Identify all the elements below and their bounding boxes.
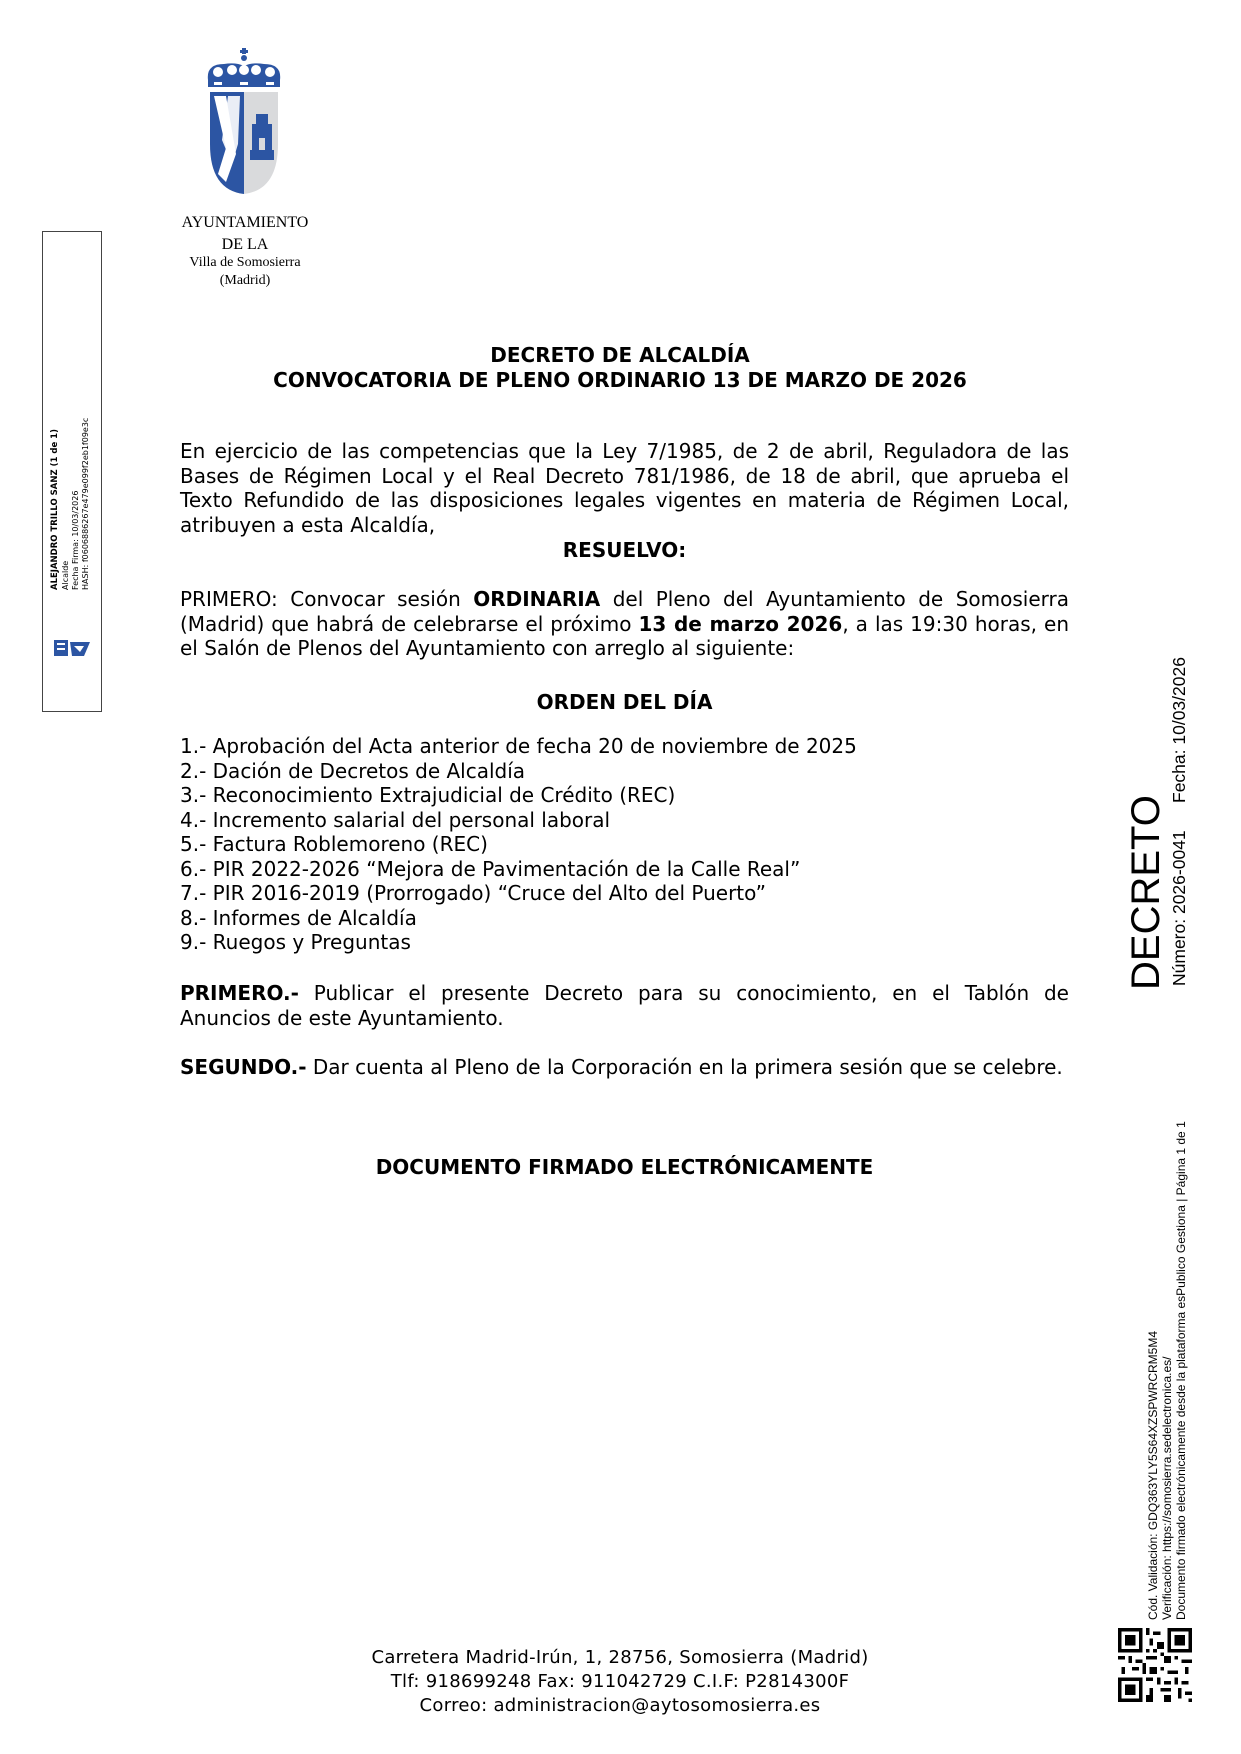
signer-role: Alcalde bbox=[61, 560, 70, 590]
decree-subtitle: CONVOCATORIA DE PLENO ORDINARIO 13 DE MARZO DE 2026 bbox=[273, 368, 967, 392]
orden-del-dia-heading: ORDEN DEL DÍA bbox=[536, 690, 713, 714]
decreto-date: Fecha: 10/03/2026 bbox=[1169, 657, 1189, 803]
agenda-list bbox=[180, 734, 857, 955]
agenda-item: 8.- Informes de Alcaldía bbox=[180, 905, 417, 930]
signature-hash: HASH: f0606886267e479e099f2eb1f09e3c bbox=[81, 417, 90, 590]
agenda-item: 3.- Reconocimiento Extrajudicial de Crédito (REC) bbox=[180, 783, 676, 807]
agenda-item: 5.- Factura Roblemoreno (REC) bbox=[180, 832, 488, 856]
segundo-paragraph: SEGUNDO.- Dar cuenta al Pleno de la Corporación en la primera sesión que se celebre. bbox=[180, 1055, 1063, 1079]
header-de-la: DE LA bbox=[221, 236, 269, 253]
signer-name: ALEJANDRO TRILLO SANZ (1 de 1) bbox=[50, 429, 60, 590]
primero-publicar-paragraph: PRIMERO.- Publicar el presente Decreto para su conocimiento, en el Tablón de Anuncios de este Ayuntamiento. bbox=[180, 981, 1069, 1030]
agenda-item: 6.- PIR 2022-2026 “Mejora de Pavimentación de la Calle Real” bbox=[180, 856, 801, 881]
agenda-item: 1.- Aprobación del Acta anterior de fecha 20 de noviembre de 2025 bbox=[180, 734, 857, 758]
decreto-number: Número: 2026-0041 bbox=[1169, 830, 1189, 986]
validation-code: Cód. Validación: GDQ363YLY5S64XZSPWRCRM5M4 bbox=[1146, 1330, 1160, 1620]
footer-phones: Tlf: 918699248 Fax: 911042729 C.I.F: P2814300F bbox=[390, 1671, 850, 1692]
platform-notice: Documento firmado electrónicamente desde la plataforma esPublico Gestiona | Página 1 de 1 bbox=[1174, 1121, 1188, 1620]
agenda-item: 2.- Dación de Decretos de Alcaldía bbox=[180, 758, 526, 783]
verification-url[interactable]: Verificación: https://somosierra.sedelectronica.es/ bbox=[1160, 1356, 1174, 1620]
header-municipality: AYUNTAMIENTO bbox=[181, 214, 309, 231]
qr-code-icon bbox=[1118, 1628, 1192, 1702]
footer-address: Carretera Madrid-Irún, 1, 28756, Somosierra (Madrid) bbox=[371, 1647, 869, 1668]
intro-paragraph: En ejercicio de las competencias que la Ley 7/1985, de 2 de abril, Reguladora de las Bases de Régimen Local y el Real Decreto 781/1986, de 18 de abril, que aprueba el Texto Refundido de las disposiciones legales vigentes en materia de Régimen Local, atribuyen a esta Alcaldía, bbox=[180, 439, 1069, 537]
header-province: (Madrid) bbox=[219, 273, 271, 288]
decreto-stamp: DECRETO bbox=[1124, 795, 1168, 990]
decree-title: DECRETO DE ALCALDÍA bbox=[490, 343, 750, 367]
resuelvo-heading: RESUELVO: bbox=[562, 538, 687, 562]
firmado-notice: DOCUMENTO FIRMADO ELECTRÓNICAMENTE bbox=[375, 1155, 874, 1179]
agenda-item: 9.- Ruegos y Preguntas bbox=[180, 930, 411, 954]
signature-seal-icon bbox=[54, 638, 92, 658]
municipal-crest-icon bbox=[196, 44, 292, 204]
footer-email: Correo: administracion@aytosomosierra.es bbox=[419, 1695, 821, 1716]
agenda-item: 7.- PIR 2016-2019 (Prorrogado) “Cruce del Alto del Puerto” bbox=[180, 881, 767, 905]
primero-convoca-paragraph: PRIMERO: Convocar sesión ORDINARIA del Pleno del Ayuntamiento de Somosierra (Madrid) que habrá de celebrarse el próximo 13 de marzo 2026, a las 19:30 horas, en el Salón de Plenos del Ayuntamiento con arreglo al siguiente: bbox=[180, 587, 1069, 660]
agenda-item: 4.- Incremento salarial del personal laboral bbox=[180, 807, 611, 832]
header-villa: Villa de Somosierra bbox=[189, 255, 301, 270]
signature-date: Fecha Firma: 10/03/2026 bbox=[71, 490, 80, 590]
